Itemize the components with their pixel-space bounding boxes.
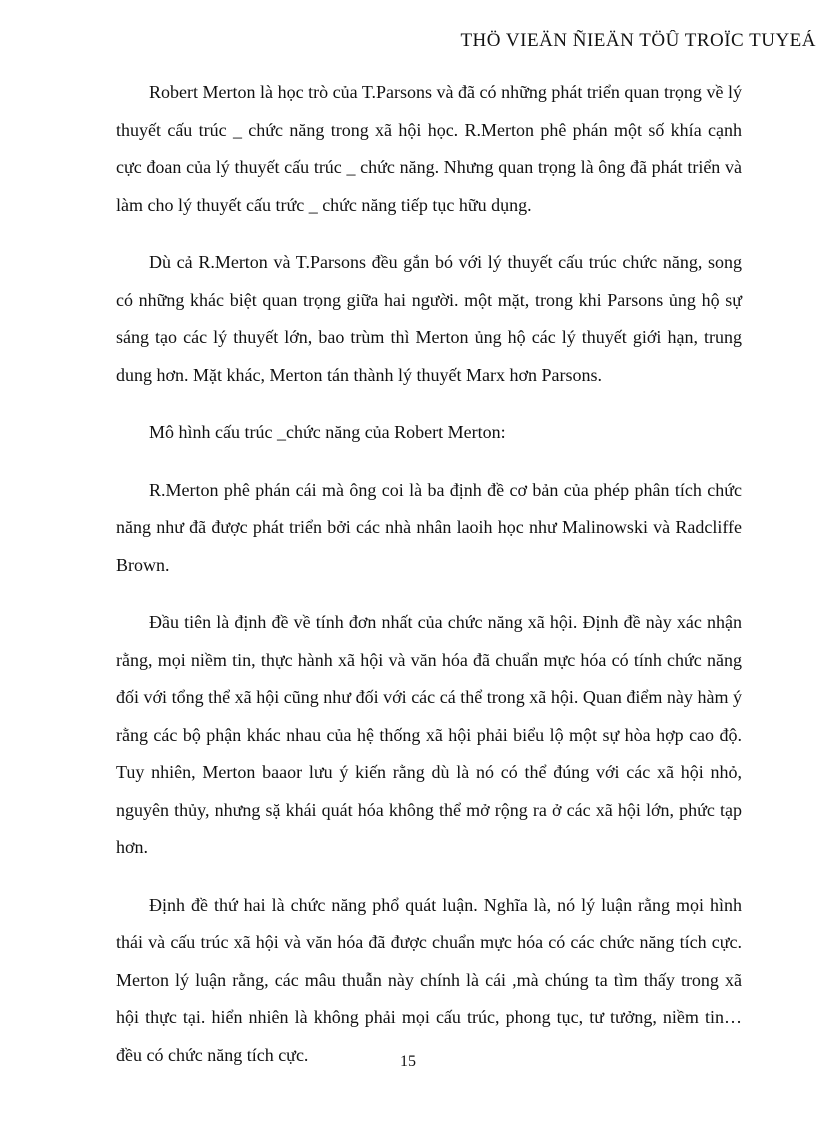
page-header: THÖ VIEÄN ÑIEÄN TÖÛ TROÏC TUYEÁ bbox=[460, 30, 816, 51]
paragraph-second-postulate: Định đề thứ hai là chức năng phổ quát luận. Nghĩa là, nó lý luận rằng mọi hình thái và cấu trúc xã hội và văn hóa đã được chuẩn mực hóa có các chức năng tích cực. Merton lý luận rằng, các mâu thuẫn này chính là cái ,mà chúng ta tìm thấy trong xã hội thực tại. hiển nhiên là không phải mọi cấu trúc, phong tục, tư tưởng, niềm tin…đều có chức năng tích cực. bbox=[116, 894, 742, 1065]
paragraph-merton-parsons-comparison: Dù cả R.Merton và T.Parsons đều gắn bó với lý thuyết cấu trúc chức năng, song có những khác biệt quan trọng giữa hai người. một mặt, trong khi Parsons ủng hộ sự sáng tạo các lý thuyết lớn, bao trùm thì Merton ủng hộ các lý thuyết giới hạn, trung dung hơn. Mặt khác, Merton tán thành lý thuyết Marx hơn Parsons. bbox=[116, 252, 742, 385]
paragraph-merton-intro: Robert Merton là học trò của T.Parsons và đã có những phát triển quan trọng về lý thuyết cấu trúc _ chức năng trong xã hội học. R.Merton phê phán một số khía cạnh cực đoan của lý thuyết cấu trúc _ chức năng. Nhưng quan trọng là ông đã phát triển và làm cho lý thuyết cấu trức _ chức năng tiếp tục hữu dụng. bbox=[116, 82, 742, 215]
page-number: 15 bbox=[400, 1053, 416, 1070]
paragraph-model-heading: Mô hình cấu trúc _chức năng của Robert Merton: bbox=[149, 422, 506, 442]
document-body bbox=[116, 74, 742, 1094]
paragraph-first-postulate: Đầu tiên là định đề về tính đơn nhất của chức năng xã hội. Định đề này xác nhận rằng, mọi niềm tin, thực hành xã hội và văn hóa đã chuẩn mực hóa có tính chức năng đối với tổng thể xã hội cũng như đối với các cá thể trong xã hội. Quan điểm này hàm ý rằng các bộ phận khác nhau của hệ thống xã hội phải biểu lộ một sự hòa hợp cao độ. Tuy nhiên, Merton baaor lưu ý kiến rằng dù là nó có thể đúng với các xã hội nhỏ, nguyên thủy, nhưng sặ khái quát hóa không thể mở rộng ra ở các xã hội lớn, phức tạp hơn. bbox=[116, 612, 742, 857]
paragraph-three-postulates: R.Merton phê phán cái mà ông coi là ba định đề cơ bản của phép phân tích chức năng như đã được phát triển bởi các nhà nhân laoih học như Malinowski và Radcliffe Brown. bbox=[116, 479, 742, 575]
